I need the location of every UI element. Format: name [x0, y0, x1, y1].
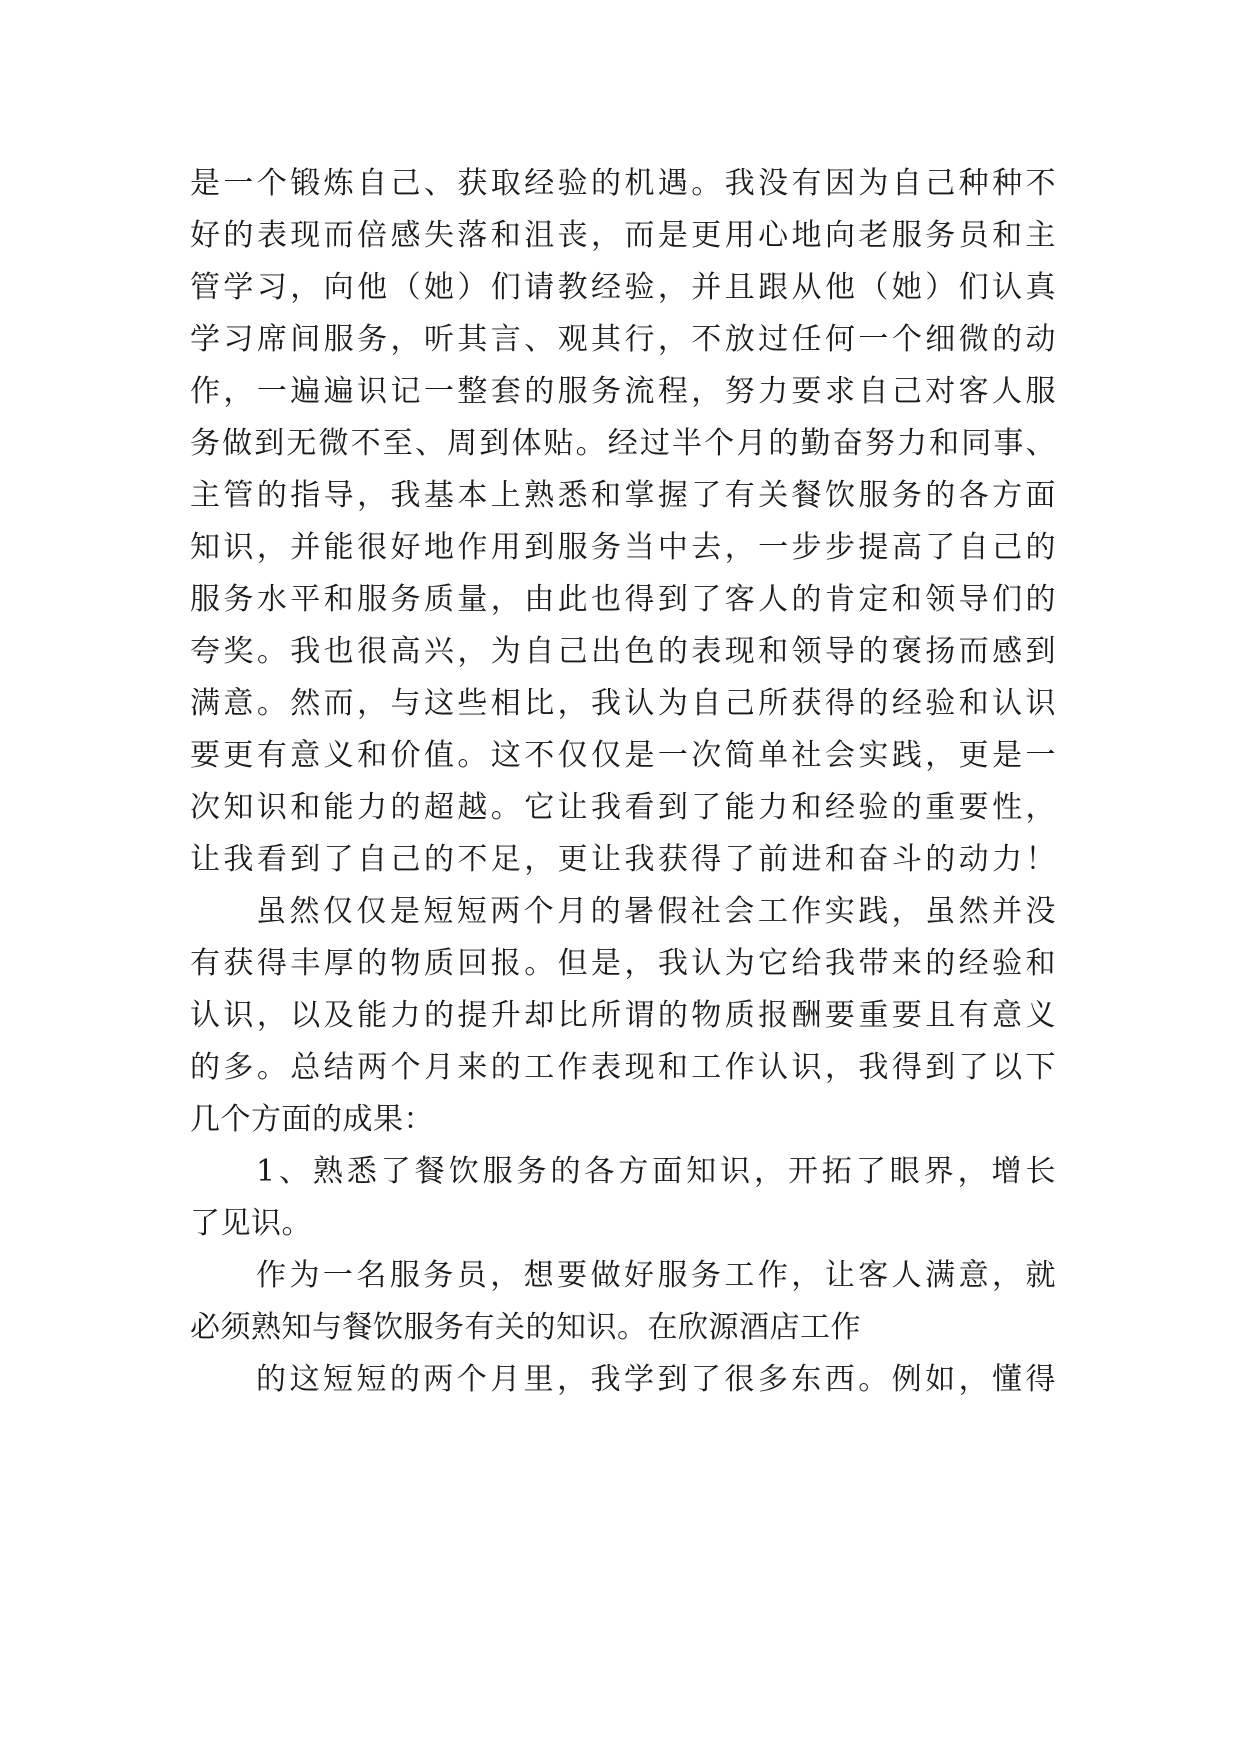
paragraph-end-line: 了见识。 — [190, 1206, 312, 1241]
text-line: 服务水平和服务质量，由此也得到了客人的肯定和领导们的 — [190, 582, 1056, 617]
paragraph-end-line: 几个方面的成果： — [190, 1102, 434, 1137]
paragraph-start-line: 作为一名服务员，想要做好服务工作，让客人满意，就 — [256, 1258, 1056, 1293]
text-line: 次知识和能力的超越。它让我看到了能力和经验的重要性， — [190, 790, 1056, 825]
paragraph-start-line: 的这短短的两个月里，我学到了很多东西。例如，懂得 — [256, 1362, 1056, 1397]
text-line: 夸奖。我也很高兴，为自己出色的表现和领导的褒扬而感到 — [190, 634, 1056, 669]
text-line: 认识，以及能力的提升却比所谓的物质报酬要重要且有意义 — [190, 998, 1056, 1033]
text-line: 有获得丰厚的物质回报。但是，我认为它给我带来的经验和 — [190, 946, 1056, 981]
list-item-line: 1、熟悉了餐饮服务的各方面知识，开拓了眼界，增长 — [256, 1154, 1056, 1189]
text-line: 是一个锻炼自己、获取经验的机遇。我没有因为自己种种不 — [190, 166, 1056, 201]
text-line: 管学习，向他（她）们请教经验，并且跟从他（她）们认真 — [190, 270, 1056, 305]
paragraph-start-line: 虽然仅仅是短短两个月的暑假社会工作实践，虽然并没 — [256, 894, 1056, 929]
text-line: 知识，并能很好地作用到服务当中去，一步步提高了自己的 — [190, 530, 1056, 565]
text-line: 满意。然而，与这些相比，我认为自己所获得的经验和认识 — [190, 686, 1056, 721]
text-line: 要更有意义和价值。这不仅仅是一次简单社会实践，更是一 — [190, 738, 1056, 773]
text-line: 主管的指导，我基本上熟悉和掌握了有关餐饮服务的各方面 — [190, 478, 1056, 513]
text-line: 学习席间服务，听其言、观其行，不放过任何一个细微的动 — [190, 322, 1056, 357]
paragraph-end-line: 必须熟知与餐饮服务有关的知识。在欣源酒店工作 — [190, 1310, 861, 1345]
text-line: 的多。总结两个月来的工作表现和工作认识，我得到了以下 — [190, 1050, 1056, 1085]
document-page — [190, 158, 1056, 1406]
text-line: 务做到无微不至、周到体贴。经过半个月的勤奋努力和同事、 — [190, 426, 1056, 461]
text-line: 好的表现而倍感失落和沮丧，而是更用心地向老服务员和主 — [190, 218, 1056, 253]
text-line: 作，一遍遍识记一整套的服务流程，努力要求自己对客人服 — [190, 374, 1056, 409]
text-line: 让我看到了自己的不足，更让我获得了前进和奋斗的动力！ — [190, 842, 1056, 877]
